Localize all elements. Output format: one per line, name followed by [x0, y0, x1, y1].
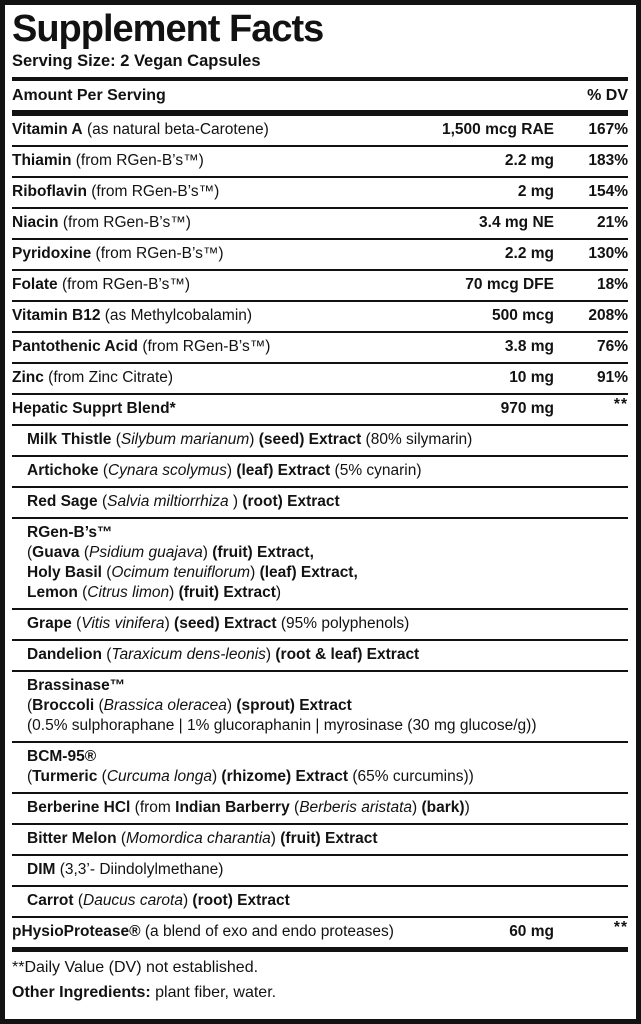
text-segment: (	[115, 431, 121, 449]
text-segment: Daucus carota	[83, 892, 183, 910]
text-segment: )	[249, 431, 259, 449]
text-segment: (	[106, 564, 112, 582]
text-segment: Vitamin B12	[12, 307, 101, 325]
text-segment: )	[250, 564, 260, 582]
blend-item-line	[27, 716, 628, 736]
text-segment: (seed) Extract	[174, 615, 281, 633]
nutrient-dv: 154%	[588, 183, 628, 201]
text-segment: Milk Thistle	[27, 431, 116, 449]
text-segment: )	[275, 584, 282, 602]
nutrient-name	[12, 213, 469, 233]
text-segment: )	[412, 799, 422, 817]
text-segment: )	[169, 584, 179, 602]
protease-row	[12, 918, 628, 947]
nutrient-amount: 500 mcg	[491, 307, 554, 325]
nutrient-name	[12, 306, 482, 326]
text-segment: (3,3’- Diindolylmethane)	[59, 861, 224, 879]
text-segment: Taraxicum dens-leonis	[111, 646, 266, 664]
blend-name: Hepatic Supprt Blend*	[12, 400, 176, 418]
nutrient-dv: 21%	[596, 214, 628, 232]
text-segment: (leaf) Extract,	[259, 564, 358, 582]
text-segment: Red Sage	[27, 493, 102, 511]
blend-item-row	[12, 519, 628, 610]
text-segment: (	[77, 892, 83, 910]
nutrient-row	[12, 116, 628, 147]
blend-item-row	[12, 856, 628, 887]
text-segment: Grape	[27, 615, 77, 633]
text-segment: (seed) Extract	[258, 431, 366, 449]
text-segment: Guava	[32, 544, 84, 562]
text-segment: Other Ingredients:	[12, 984, 151, 1002]
text-segment: (	[82, 584, 88, 602]
text-segment: )	[464, 799, 470, 817]
nutrient-amount: 2 mg	[517, 183, 554, 201]
text-segment: Thiamin	[12, 152, 72, 170]
blend-item-line	[27, 563, 628, 583]
nutrient-row	[12, 147, 628, 178]
blend-item-line	[27, 829, 628, 849]
blend-item-row	[12, 457, 628, 488]
text-segment: (bark)	[421, 799, 465, 817]
protease-name	[12, 922, 499, 942]
nutrient-dv: 130%	[588, 245, 628, 263]
text-segment: (from	[134, 799, 176, 817]
text-segment: Salvia miltiorrhiza	[107, 493, 229, 511]
blend-item-row	[12, 488, 628, 519]
text-segment: (fruit) Extract	[178, 584, 276, 602]
text-segment: (a blend of exo and endo proteases)	[140, 923, 394, 941]
nutrient-row	[12, 209, 628, 240]
blend-item-line	[27, 747, 628, 767]
text-segment: Zinc	[12, 369, 44, 387]
nutrient-table	[12, 116, 628, 395]
nutrient-dv: 18%	[596, 276, 628, 294]
column-percent-dv: % DV	[587, 87, 628, 105]
blend-header-row	[12, 395, 628, 426]
nutrient-name	[12, 151, 495, 171]
table-header	[12, 81, 628, 110]
blend-item-line	[27, 645, 628, 665]
text-segment: RGen-B’s™	[27, 524, 113, 542]
nutrient-name	[12, 120, 432, 140]
column-amount-per-serving: Amount Per Serving	[12, 87, 166, 105]
text-segment: Broccoli	[32, 697, 99, 715]
text-segment: Pyridoxine	[12, 245, 92, 263]
text-segment: (0.5% sulphoraphane | 1% glucoraphanin | myrosinase (30 mg glucose/g))	[27, 717, 537, 735]
nutrient-name	[12, 337, 495, 357]
serving-size: Serving Size: 2 Vegan Capsules	[12, 52, 261, 71]
nutrient-row	[12, 178, 628, 209]
text-segment: (root) Extract	[242, 493, 340, 511]
text-segment: )	[211, 768, 222, 786]
text-segment: Niacin	[12, 214, 59, 232]
text-segment: (	[101, 493, 108, 511]
text-segment: (	[294, 799, 300, 817]
nutrient-amount: 10 mg	[509, 369, 554, 387]
text-segment: (root & leaf) Extract	[275, 646, 420, 664]
text-segment: (	[98, 697, 104, 715]
nutrient-dv: 91%	[596, 369, 628, 387]
text-segment: Citrus limon	[87, 584, 170, 602]
nutrient-name	[12, 275, 455, 295]
nutrient-amount: 2.2 mg	[504, 245, 554, 263]
nutrient-row	[12, 302, 628, 333]
text-segment: pHysioProtease®	[12, 923, 141, 941]
text-segment: (	[83, 544, 90, 562]
text-segment: Berberis aristata	[299, 799, 413, 817]
text-segment: (	[27, 697, 33, 715]
text-segment: (as Methylcobalamin)	[100, 307, 253, 325]
blend-item-line	[27, 860, 628, 880]
nutrient-row	[12, 333, 628, 364]
text-segment: (from RGen-B’s™)	[86, 183, 220, 201]
nutrient-amount: 1,500 mcg RAE	[442, 121, 554, 139]
text-segment: (from Zinc Citrate)	[43, 369, 174, 387]
blend-item-row	[12, 794, 628, 825]
blend-dv-asterisks: **	[613, 396, 628, 414]
text-segment: (root) Extract	[192, 892, 290, 910]
text-segment: Carrot	[27, 892, 78, 910]
text-segment: (leaf) Extract	[236, 462, 335, 480]
blend-item-row	[12, 743, 628, 794]
nutrient-dv: 76%	[596, 338, 628, 356]
blend-item-row	[12, 887, 628, 918]
blend-item-row	[12, 641, 628, 672]
nutrient-name	[12, 182, 508, 202]
text-segment: (	[106, 646, 112, 664]
nutrient-name	[12, 244, 495, 264]
text-segment: (	[76, 615, 82, 633]
text-segment: (fruit) Extract,	[212, 544, 314, 562]
panel-title: Supplement Facts	[12, 8, 324, 50]
protease-dv-asterisks: **	[613, 919, 628, 937]
blend-item-line	[27, 614, 628, 634]
text-segment: (95% polyphenols)	[280, 615, 410, 633]
text-segment: Cynara scolymus	[107, 462, 227, 480]
text-segment: (rhizome) Extract	[221, 768, 353, 786]
text-segment: )	[270, 830, 281, 848]
text-segment: )	[226, 462, 237, 480]
text-segment: (80% silymarin)	[365, 431, 473, 449]
nutrient-row	[12, 364, 628, 395]
blend-item-line	[27, 798, 628, 818]
text-segment: (from RGen-B’s™)	[138, 338, 271, 356]
text-segment: Folate	[12, 276, 58, 294]
text-segment: (65% curcumins))	[352, 768, 474, 786]
nutrient-dv: 208%	[588, 307, 628, 325]
nutrient-dv: 183%	[588, 152, 628, 170]
text-segment: Brassica oleracea	[103, 697, 227, 715]
blend-item-line	[27, 676, 628, 696]
blend-item-line	[27, 583, 628, 603]
nutrient-amount: 3.4 mg NE	[479, 214, 554, 232]
text-segment: )	[265, 646, 276, 664]
text-segment: (	[101, 768, 107, 786]
text-segment: Turmeric	[32, 768, 102, 786]
blend-item-row	[12, 672, 628, 743]
text-segment: plant fiber, water.	[150, 984, 277, 1002]
text-segment: (as natural beta-Carotene)	[82, 121, 269, 139]
text-segment: (	[102, 462, 108, 480]
text-segment: Vitis vinifera	[81, 615, 165, 633]
text-segment: (5% cynarin)	[334, 462, 422, 480]
blend-item-line	[27, 492, 628, 512]
text-segment: Curcuma longa	[106, 768, 212, 786]
footnote-other-ingredients	[12, 978, 628, 1012]
blend-item-line	[27, 461, 628, 481]
text-segment: (sprout) Extract	[236, 697, 352, 715]
text-segment: (from RGen-B’s™)	[91, 245, 224, 263]
text-segment: )	[182, 892, 193, 910]
text-segment: Holy Basil	[27, 564, 107, 582]
text-segment: (from RGen-B’s™)	[57, 276, 190, 294]
text-segment: Ocimum tenuiflorum	[111, 564, 251, 582]
blend-item-line	[27, 430, 628, 450]
text-segment: (fruit) Extract	[280, 830, 378, 848]
blend-item-line	[27, 767, 628, 787]
text-segment: )	[164, 615, 175, 633]
text-segment: DIM	[27, 861, 60, 879]
text-segment: Artichoke	[27, 462, 103, 480]
nutrient-row	[12, 240, 628, 271]
text-segment: (from RGen-B’s™)	[71, 152, 204, 170]
footnote-daily-value	[12, 952, 628, 978]
text-segment: (	[27, 768, 33, 786]
protease-amount: 60 mg	[509, 923, 554, 941]
text-segment: Bitter Melon	[27, 830, 121, 848]
blend-item-line	[27, 696, 628, 716]
text-segment: Brassinase™	[27, 677, 126, 695]
blend-amount: 970 mg	[500, 400, 554, 418]
blend-item-line	[27, 523, 628, 543]
text-segment: )	[226, 697, 237, 715]
text-segment: BCM-95®	[27, 748, 97, 766]
text-segment: Dandelion	[27, 646, 107, 664]
blend-item-row	[12, 825, 628, 856]
text-segment: Psidium guajava	[89, 544, 203, 562]
text-segment: Silybum marianum	[120, 431, 250, 449]
blend-item-row	[12, 426, 628, 457]
blend-item-line	[27, 543, 628, 563]
text-segment: (	[27, 544, 33, 562]
text-segment: (	[120, 830, 127, 848]
nutrient-amount: 2.2 mg	[504, 152, 554, 170]
nutrient-row	[12, 271, 628, 302]
text-segment: Pantothenic Acid	[12, 338, 139, 356]
text-segment: Indian Barberry	[175, 799, 295, 817]
text-segment: Momordica charantia	[126, 830, 271, 848]
blend-item-row	[12, 610, 628, 641]
nutrient-name	[12, 368, 499, 388]
text-segment: **Daily Value (DV) not established.	[12, 959, 259, 977]
text-segment: Vitamin A	[12, 121, 83, 139]
text-segment: )	[228, 493, 243, 511]
text-segment: (from RGen-B’s™)	[58, 214, 191, 232]
text-segment: Lemon	[27, 584, 83, 602]
text-segment: )	[202, 544, 213, 562]
text-segment: Berberine HCl	[27, 799, 135, 817]
text-segment: Riboflavin	[12, 183, 87, 201]
blend-item-list	[12, 426, 628, 918]
nutrient-amount: 70 mcg DFE	[465, 276, 554, 294]
nutrient-amount: 3.8 mg	[504, 338, 554, 356]
blend-item-line	[27, 891, 628, 911]
nutrient-dv: 167%	[588, 121, 628, 139]
